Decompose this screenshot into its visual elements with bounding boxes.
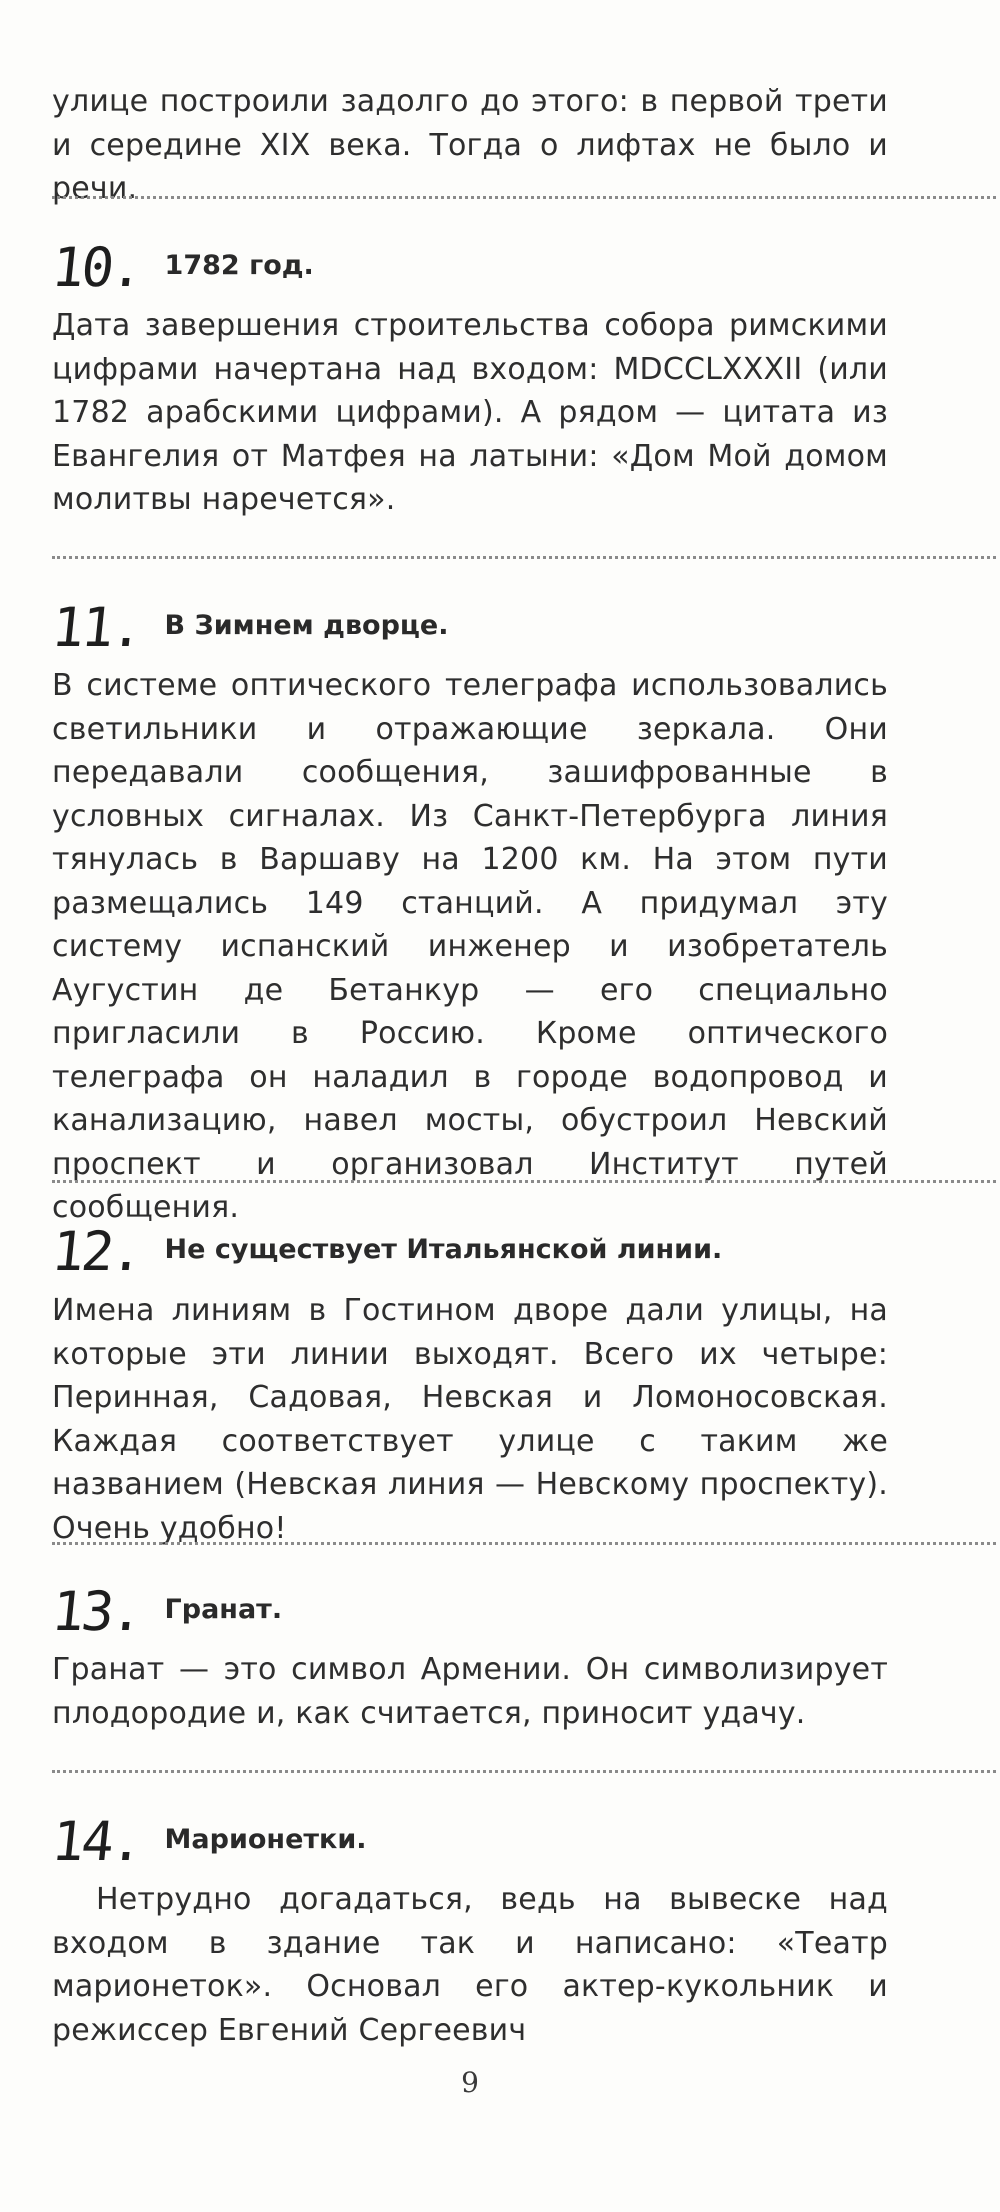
item-number: 12. (48, 1220, 144, 1283)
item-text: Гранат — это символ Армении. Он символизирует плодородие и, как считается, приносит удачу. (52, 1652, 888, 1731)
divider (52, 1180, 996, 1183)
divider (52, 1542, 996, 1545)
item-heading-10 (48, 228, 314, 299)
item-body-13 (52, 1648, 888, 1735)
item-number: 14. (48, 1810, 144, 1873)
item-title: Не существует Итальянской линии. (164, 1234, 723, 1265)
item-title: В Зимнем дворце. (164, 610, 449, 641)
divider (52, 196, 996, 199)
item-heading-14 (48, 1802, 367, 1873)
item-number: 10. (48, 236, 144, 299)
item-text: Дата завершения строительства собора римскими цифрами начертана над входом: MDCCLXXXII (или 1782 арабскими цифрами). А рядом — цитата из Евангелия от Матфея на латыни: «Дом Мой домом молитвы наречется». (52, 308, 888, 517)
item-heading-12 (48, 1212, 723, 1283)
item-title: 1782 год. (164, 250, 314, 281)
item-number: 13. (48, 1580, 144, 1643)
item-body-11 (52, 664, 888, 1230)
item-title: Гранат. (164, 1594, 283, 1625)
divider (52, 556, 996, 559)
item-body-10 (52, 304, 888, 522)
intro-paragraph (52, 80, 888, 211)
item-body-12 (52, 1289, 888, 1550)
item-title: Марионетки. (164, 1824, 367, 1855)
item-text: Имена линиям в Гостином дворе дали улицы, на которые эти линии выходят. Всего их четыре: Перинная, Садовая, Невская и Ломоносовская. Каждая соответствует улице с таким же названием (Невская линия — Невскому проспекту). Очень удобно! (52, 1293, 888, 1546)
divider (52, 1770, 996, 1773)
item-text: В системе оптического телеграфа использовались светильники и отражающие зеркала. Они передавали сообщения, зашифрованные в условных сигналах. Из Санкт-Петербурга линия тянулась в Варшаву на 1200 км. На этом пути размещались 149 станций. А придумал эту систему испанский инженер и изобретатель Аугустин де Бетанкур — его специально пригласили в Россию. Кроме оптического телеграфа он наладил в городе водопровод и канализацию, навел мосты, обустроил Невский проспект и организовал Институт путей сообщения. (52, 668, 888, 1225)
item-text: Нетрудно догадаться, ведь на вывеске над входом в здание так и написано: «Театр марионеток». Основал его актер-кукольник и режиссер Евгений Сергеевич (52, 1882, 888, 2048)
item-body-14 (52, 1878, 888, 2052)
item-heading-13 (48, 1572, 283, 1643)
page-number: 9 (461, 2066, 479, 2099)
item-heading-11 (48, 588, 449, 659)
intro-text: улице построили задолго до этого: в первой трети и середине XIX века. Тогда о лифтах не было и речи. (52, 84, 888, 206)
item-number: 11. (48, 596, 144, 659)
